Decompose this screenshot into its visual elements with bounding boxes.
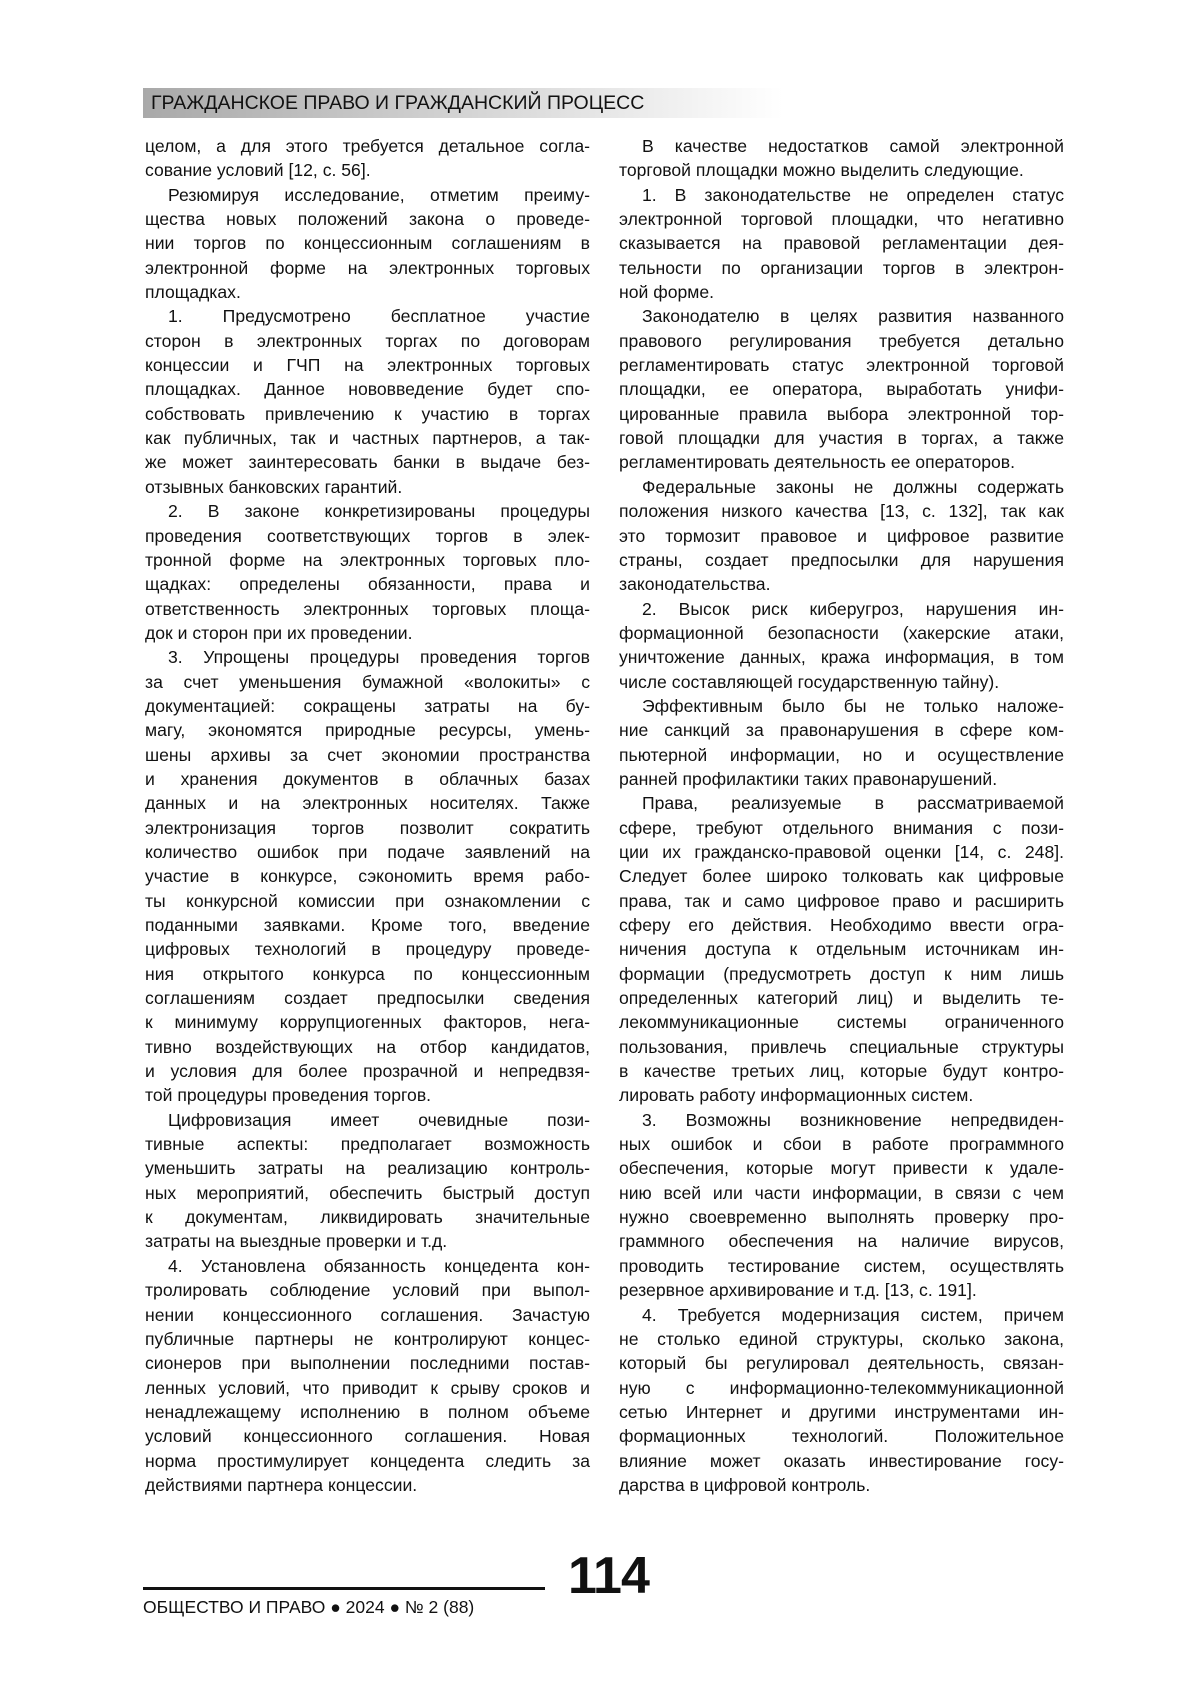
text-line: 4. Требуется модернизация систем, причем [619,1303,1064,1327]
text-line: тельности по организации торгов в электрон- [619,256,1064,280]
text-line: к минимуму коррупциогенных факторов, нега- [145,1010,590,1034]
text-line: Эффективным было бы не только наложе- [619,694,1064,718]
paragraph [145,304,590,499]
paragraph [145,499,590,645]
text-line: норма простимулирует концедента следить за [145,1449,590,1473]
text-line: Следует более широко толковать как цифровые [619,864,1064,888]
paragraph [619,183,1064,305]
text-line: ния открытого конкурса по концессионным [145,962,590,986]
text-line: говой площадки для участия в торгах, а также [619,426,1064,450]
text-line: как публичных, так и частных партнеров, а так- [145,426,590,450]
text-line: это тормозит правовое и цифровое развитие [619,524,1064,548]
text-line: соглашениям создает предпосылки сведения [145,986,590,1010]
text-line: 2. Высок риск киберугроз, нарушения ин- [619,597,1064,621]
text-line: цированные правила выбора электронной тор- [619,402,1064,426]
text-line: резервное архивирование и т.д. [13, с. 191]. [619,1278,1064,1302]
text-line: ных ошибок и сбои в работе программного [619,1132,1064,1156]
text-line: нию всей или части информации, в связи с чем [619,1181,1064,1205]
text-line: уменьшить затраты на реализацию контроль- [145,1156,590,1180]
text-line: пьютерной информации, но и осуществление [619,743,1064,767]
text-line: страны, создает предпосылки для нарушения [619,548,1064,572]
text-line: шены архивы за счет экономии пространства [145,743,590,767]
text-line: сторон в электронных торгах по договорам [145,329,590,353]
text-line: Федеральные законы не должны содержать [619,475,1064,499]
text-line: лекоммуникационные системы ограниченного [619,1010,1064,1034]
text-line: лировать работу информационных систем. [619,1083,1064,1107]
text-line: Законодателю в целях развития названного [619,304,1064,328]
text-line: не столько единой структуры, сколько закона, [619,1327,1064,1351]
paragraph [619,134,1064,183]
text-line: тивные аспекты: предполагает возможность [145,1132,590,1156]
text-line: данных и на электронных носителях. Также [145,791,590,815]
text-line: 1. В законодательстве не определен статус [619,183,1064,207]
paragraph [145,645,590,1108]
text-line: ты конкурсной комиссии при ознакомлении с [145,889,590,913]
text-line: поданными заявками. Кроме того, введение [145,913,590,937]
text-line: ответственность электронных торговых площа- [145,597,590,621]
text-line: 3. Возможны возникновение непредвиден- [619,1108,1064,1132]
text-line: дарства в цифровой контроль. [619,1473,1064,1497]
page-number: 114 [568,1546,649,1606]
text-line: Резюмируя исследование, отметим преиму- [145,183,590,207]
text-line: ных мероприятий, обеспечить быстрый доступ [145,1181,590,1205]
text-line: сетью Интернет и другими инструментами ин- [619,1400,1064,1424]
text-line: площадки, ее оператора, выработать унифи- [619,377,1064,401]
text-line: за счет уменьшения бумажной «волокиты» с [145,670,590,694]
text-line: целом, а для этого требуется детальное согла- [145,134,590,158]
text-line: сказывается на правовой регламентации дея- [619,231,1064,255]
section-title: ГРАЖДАНСКОЕ ПРАВО И ГРАЖДАНСКИЙ ПРОЦЕСС [151,92,644,115]
text-line: сование условий [12, с. 56]. [145,158,590,182]
paragraph [619,304,1064,474]
text-line: сферу его действия. Необходимо ввести огра- [619,913,1064,937]
paragraph [619,694,1064,791]
text-line: 2. В законе конкретизированы процедуры [145,499,590,523]
text-line: магу, экономятся природные ресурсы, умень- [145,718,590,742]
text-line: той процедуры проведения торгов. [145,1083,590,1107]
text-line: в качестве третьих лиц, которые будут контро- [619,1059,1064,1083]
journal-info: ОБЩЕСТВО И ПРАВО ● 2024 ● № 2 (88) [143,1597,474,1618]
text-line: концессии и ГЧП на электронных торговых [145,353,590,377]
text-column-right [619,134,1064,1497]
text-line: уничтожение данных, кража информация, в том [619,645,1064,669]
text-line: ную с информационно-телекоммуникационной [619,1376,1064,1400]
footer-divider [143,1587,545,1590]
text-line: законодательства. [619,572,1064,596]
text-line: электронной форме на электронных торговых [145,256,590,280]
text-line: участие в конкурсе, сэкономить время рабо- [145,864,590,888]
text-line: нии торгов по концессионным соглашениям в [145,231,590,255]
text-line: В качестве недостатков самой электронной [619,134,1064,158]
text-line: количество ошибок при подаче заявлений на [145,840,590,864]
text-line: ранней профилактики таких правонарушений. [619,767,1064,791]
text-line: условий концессионного соглашения. Новая [145,1424,590,1448]
paragraph [145,134,590,183]
text-line: затраты на выездные проверки и т.д. [145,1229,590,1253]
text-line: положения низкого качества [13, с. 132], так как [619,499,1064,523]
paragraph [145,1108,590,1254]
text-line: тролировать соблюдение условий при выпол- [145,1278,590,1302]
text-line: электронизация торгов позволит сократить [145,816,590,840]
text-line: ленных условий, что приводит к срыву сроков и [145,1376,590,1400]
text-line: Цифровизация имеет очевидные пози- [145,1108,590,1132]
text-line: обеспечения, которые могут привести к удале- [619,1156,1064,1180]
text-line: и хранения документов в облачных базах [145,767,590,791]
text-line: тивно воздействующих на отбор кандидатов, [145,1035,590,1059]
text-line: отзывных банковских гарантий. [145,475,590,499]
text-line: формационной безопасности (хакерские атаки, [619,621,1064,645]
text-line: же может заинтересовать банки в выдаче без- [145,450,590,474]
paragraph [619,1108,1064,1303]
text-line: проводить тестирование систем, осуществлять [619,1254,1064,1278]
text-line: площадках. [145,280,590,304]
text-line: формации (предусмотреть доступ к ним лишь [619,962,1064,986]
text-column-left [145,134,590,1497]
text-line: тронной форме на электронных торговых пло- [145,548,590,572]
paragraph [619,791,1064,1107]
text-line: цифровых технологий в процедуру проведе- [145,937,590,961]
text-line: Права, реализуемые в рассматриваемой [619,791,1064,815]
text-line: док и сторон при их проведении. [145,621,590,645]
text-line: действиями партнера концессии. [145,1473,590,1497]
text-line: нении концессионного соглашения. Зачастую [145,1303,590,1327]
text-line: ненадлежащему исполнению в полном объеме [145,1400,590,1424]
text-line: правового регулирования требуется детально [619,329,1064,353]
text-line: торговой площадки можно выделить следующие. [619,158,1064,182]
text-line: ной форме. [619,280,1064,304]
text-line: щества новых положений закона о проведе- [145,207,590,231]
text-line: щадках: определены обязанности, права и [145,572,590,596]
text-line: площадках. Данное нововведение будет спо- [145,377,590,401]
text-line: граммного обеспечения на наличие вирусов, [619,1229,1064,1253]
text-line: публичные партнеры не контролируют концес- [145,1327,590,1351]
paragraph [619,597,1064,694]
text-line: права, так и само цифровое право и расширить [619,889,1064,913]
text-line: ничения доступа к отдельным источникам ин- [619,937,1064,961]
text-line: числе составляющей государственную тайну). [619,670,1064,694]
text-line: пользования, привлечь специальные структуры [619,1035,1064,1059]
text-line: электронной торговой площадки, что негативно [619,207,1064,231]
text-line: 1. Предусмотрено бесплатное участие [145,304,590,328]
paragraph [145,1254,590,1497]
text-line: регламентировать деятельность ее операторов. [619,450,1064,474]
text-line: 3. Упрощены процедуры проведения торгов [145,645,590,669]
text-line: документацией: сокращены затраты на бу- [145,694,590,718]
text-line: собствовать привлечению к участию в торгах [145,402,590,426]
paragraph [619,1303,1064,1498]
text-line: к документам, ликвидировать значительные [145,1205,590,1229]
text-line: влияние может оказать инвестирование госу- [619,1449,1064,1473]
text-line: ции их гражданско-правовой оценки [14, с. 248]. [619,840,1064,864]
text-line: сионеров при выполнении последними постав- [145,1351,590,1375]
text-line: ние санкций за правонарушения в сфере ком- [619,718,1064,742]
text-line: регламентировать статус электронной торговой [619,353,1064,377]
text-line: проведения соответствующих торгов в элек- [145,524,590,548]
text-line: 4. Установлена обязанность концедента кон- [145,1254,590,1278]
text-line: формационных технологий. Положительное [619,1424,1064,1448]
paragraph [145,183,590,305]
text-line: и условия для более прозрачной и непредвзя- [145,1059,590,1083]
text-line: определенных категорий лиц) и выделить те- [619,986,1064,1010]
paragraph [619,475,1064,597]
text-line: нужно своевременно выполнять проверку про- [619,1205,1064,1229]
text-line: который бы регулировал деятельность, связан- [619,1351,1064,1375]
text-line: сфере, требуют отдельного внимания с пози- [619,816,1064,840]
